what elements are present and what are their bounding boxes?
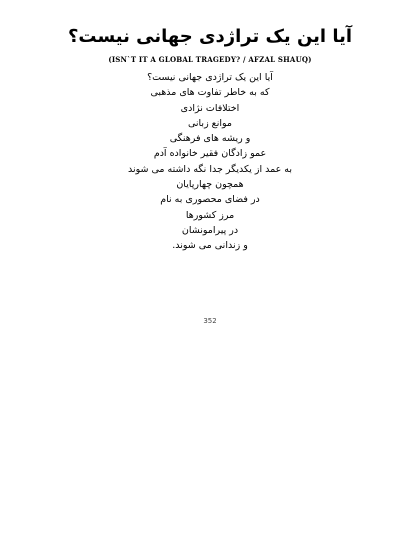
poem-line: در پیرامونشان <box>181 224 239 236</box>
poem-line: و ریشه های فرهنگی <box>169 133 251 145</box>
poem-line: آیا این یک تراژدی جهانی نیست؟ <box>147 72 273 83</box>
poem-title: آیا این یک تراژدی جهانی نیست؟ <box>67 26 353 47</box>
poem-line: موانع زبانی <box>187 117 233 129</box>
poem-body <box>0 70 420 254</box>
poem-subtitle: (ISN`T IT A GLOBAL TRAGEDY? / AFZAL SHAUQ) <box>108 55 312 64</box>
poem-line: و زندانی می شوند. <box>172 240 248 252</box>
poem-line: اختلافات نژادی <box>180 102 240 114</box>
poem-line: به عمد از یکدیگر جدا نگه داشته می شوند <box>127 163 293 175</box>
poem-line: مرز کشورها <box>185 209 235 221</box>
poem-line: عمو زادگان فقیر خانواده آدم <box>153 148 267 160</box>
poem-line: همچون چهارپایان <box>176 179 244 191</box>
page-number: 352 <box>203 317 217 325</box>
poem-line: که به خاطر تفاوت های مذهبی <box>150 87 270 99</box>
poem-line: در فضای محصوری به نام <box>160 194 260 206</box>
